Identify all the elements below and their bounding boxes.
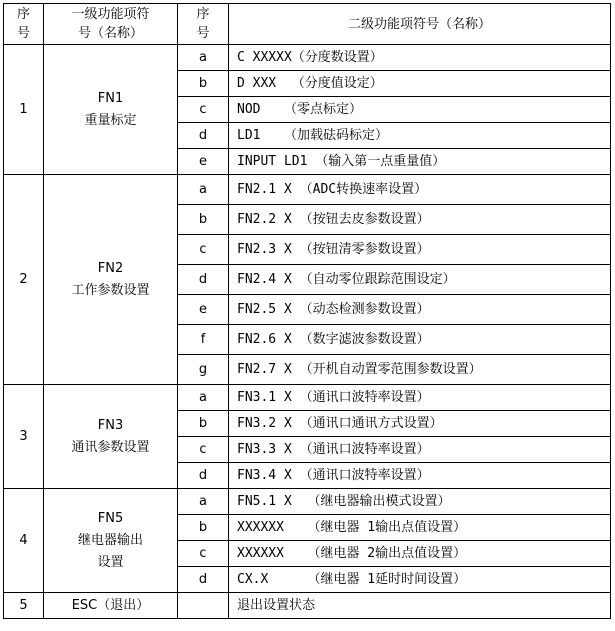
header-sub-index-line2: 号 xyxy=(196,26,210,41)
group-name xyxy=(44,593,178,619)
group-name-line: ESC（退出） xyxy=(71,597,150,613)
sub-index: c xyxy=(178,541,229,567)
sub-index: d xyxy=(178,123,229,149)
second-level-item: XXXXXX （继电器 2输出点值设置） xyxy=(229,541,611,567)
group-name-line: 设置 xyxy=(97,554,124,570)
header-first-level xyxy=(44,4,178,45)
sub-index: b xyxy=(178,205,229,235)
second-level-item: FN2.6 X （数字滤波参数设置） xyxy=(229,325,611,355)
table-row xyxy=(4,175,611,205)
table-row xyxy=(4,593,611,619)
table-body xyxy=(4,45,611,619)
group-index: 4 xyxy=(4,489,44,593)
table-row xyxy=(4,489,611,515)
second-level-item: XXXXXX （继电器 1输出点值设置） xyxy=(229,515,611,541)
sub-index: b xyxy=(178,515,229,541)
second-level-item: CX.X （继电器 1延时时间设置） xyxy=(229,567,611,593)
sub-index: a xyxy=(178,175,229,205)
table-row xyxy=(4,45,611,71)
group-index: 5 xyxy=(4,593,44,619)
group-index: 3 xyxy=(4,385,44,489)
second-level-item: FN2.3 X （按钮清零参数设置） xyxy=(229,235,611,265)
second-level-item: FN2.7 X （开机自动置零范围参数设置） xyxy=(229,355,611,385)
second-level-item: FN2.2 X （按钮去皮参数设置） xyxy=(229,205,611,235)
second-level-item: NOD （零点标定） xyxy=(229,97,611,123)
second-level-item: FN3.4 X （通讯口波特率设置） xyxy=(229,463,611,489)
sub-index: a xyxy=(178,45,229,71)
group-name-line: 重量标定 xyxy=(84,112,137,128)
sub-index: e xyxy=(178,295,229,325)
group-name xyxy=(44,45,178,175)
table-row xyxy=(4,385,611,411)
second-level-item: FN2.1 X （ADC转换速率设置） xyxy=(229,175,611,205)
header-sub-index xyxy=(178,4,229,45)
second-level-item: D XXX （分度值设定） xyxy=(229,71,611,97)
second-level-item: LD1 （加载砝码标定） xyxy=(229,123,611,149)
header-index-line1: 序 xyxy=(16,7,30,22)
group-name-line: 通讯参数设置 xyxy=(71,439,150,455)
sub-index: c xyxy=(178,235,229,265)
group-name xyxy=(44,175,178,385)
second-level-item: INPUT LD1 （输入第一点重量值） xyxy=(229,149,611,175)
sub-index: c xyxy=(178,437,229,463)
group-name-line: FN2 xyxy=(97,260,124,276)
group-name-line: FN3 xyxy=(97,417,124,433)
sub-index: g xyxy=(178,355,229,385)
group-name-line: 继电器输出 xyxy=(77,532,143,548)
header-index xyxy=(4,4,44,45)
second-level-item: FN3.2 X （通讯口通讯方式设置） xyxy=(229,411,611,437)
group-name xyxy=(44,385,178,489)
group-index: 2 xyxy=(4,175,44,385)
sub-index: d xyxy=(178,567,229,593)
function-code-table xyxy=(3,3,611,619)
sub-index: c xyxy=(178,97,229,123)
sub-index: b xyxy=(178,411,229,437)
header-row xyxy=(4,4,611,45)
group-name-line: FN5 xyxy=(97,510,124,526)
second-level-item: FN2.5 X （动态检测参数设置） xyxy=(229,295,611,325)
second-level-item: 退出设置状态 xyxy=(229,593,611,619)
sub-index: d xyxy=(178,265,229,295)
header-sub-index-line1: 序 xyxy=(196,7,210,22)
header-first-level-line1: 一级功能项符 xyxy=(71,7,150,22)
second-level-item: FN3.3 X （通讯口波特率设置） xyxy=(229,437,611,463)
group-index: 1 xyxy=(4,45,44,175)
sub-index: f xyxy=(178,325,229,355)
header-second-level: 二级功能项符号（名称） xyxy=(229,4,611,45)
sub-index: b xyxy=(178,71,229,97)
sub-index: d xyxy=(178,463,229,489)
group-name xyxy=(44,489,178,593)
second-level-item: C XXXXX（分度数设置） xyxy=(229,45,611,71)
sub-index: a xyxy=(178,489,229,515)
second-level-item: FN5.1 X （继电器输出模式设置） xyxy=(229,489,611,515)
group-name-line: 工作参数设置 xyxy=(71,282,150,298)
header-first-level-line2: 号（名称） xyxy=(77,26,143,41)
sub-index xyxy=(178,593,229,619)
group-name-line: FN1 xyxy=(97,90,124,106)
second-level-item: FN2.4 X （自动零位跟踪范围设定） xyxy=(229,265,611,295)
sub-index: a xyxy=(178,385,229,411)
second-level-item: FN3.1 X （通讯口波特率设置） xyxy=(229,385,611,411)
header-index-line2: 号 xyxy=(16,26,30,41)
sub-index: e xyxy=(178,149,229,175)
